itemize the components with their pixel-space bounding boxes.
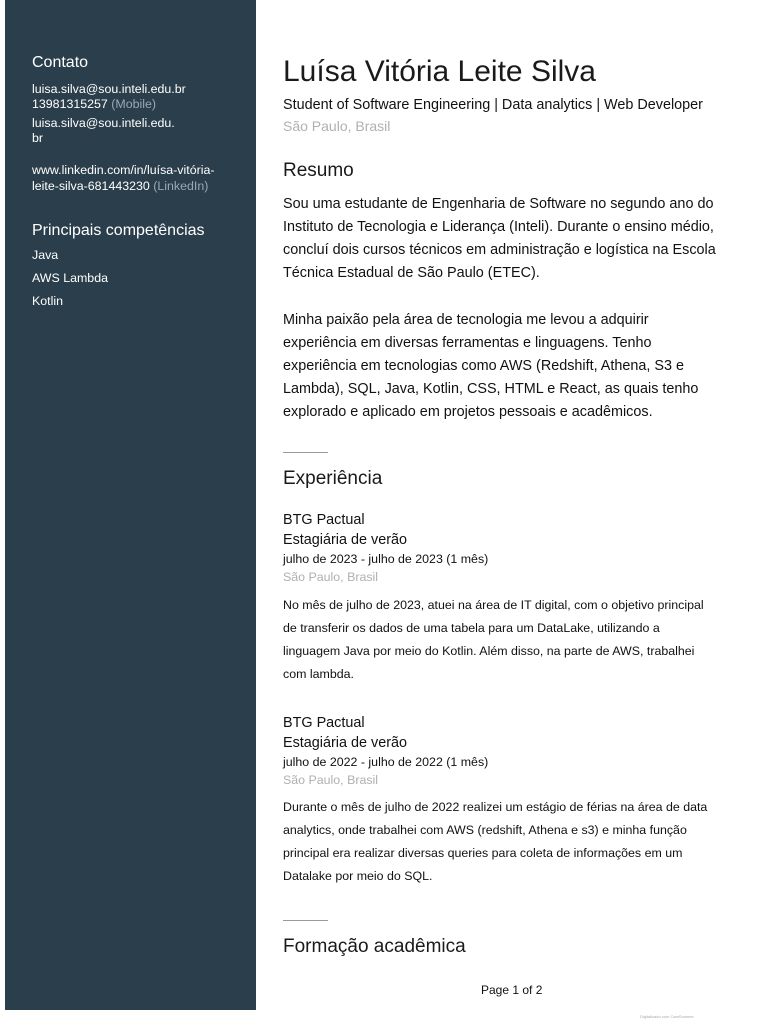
job-company: BTG Pactual bbox=[283, 512, 365, 528]
section-divider bbox=[283, 452, 328, 453]
job-role: Estagiária de verão bbox=[283, 532, 407, 548]
job-description-line: principal era realizar diversas queries para coleta de informações em um bbox=[283, 846, 683, 860]
linkedin-link-line2[interactable]: leite-silva-681443230 bbox=[32, 179, 150, 193]
phone-type: (Mobile) bbox=[111, 97, 157, 111]
summary-line: Técnica Estadual de São Paulo (ETEC). bbox=[283, 265, 540, 281]
job-description-line: Durante o mês de julho de 2022 realizei um estágio de férias na área de data bbox=[283, 800, 708, 814]
sidebar bbox=[5, 0, 256, 1010]
profile-location: São Paulo, Brasil bbox=[283, 118, 391, 134]
education-title: Formação acadêmica bbox=[283, 936, 466, 957]
summary-paragraph-2 bbox=[283, 309, 743, 424]
summary-line: Lambda), SQL, Java, Kotlin, CSS, HTML e React, as quais tenho bbox=[283, 381, 699, 397]
summary-line: experiência em diversas ferramentas e linguagens. Tenho bbox=[283, 335, 652, 351]
summary-line: Instituto de Tecnologia e Liderança (Inteli). Durante o ensino médio, bbox=[283, 219, 714, 235]
section-divider bbox=[283, 920, 328, 921]
skills-title: Principais competências bbox=[32, 222, 205, 239]
skill-item: AWS Lambda bbox=[32, 271, 108, 285]
skill-item: Java bbox=[32, 248, 59, 262]
contact-title: Contato bbox=[32, 54, 89, 71]
experience-title: Experiência bbox=[283, 468, 383, 489]
email-2-line1[interactable]: luisa.silva@sou.inteli.edu. bbox=[32, 116, 175, 130]
summary-paragraph-1 bbox=[283, 193, 743, 285]
summary-title: Resumo bbox=[283, 160, 354, 181]
summary-line: experiência em tecnologias como AWS (Redshift, Athena, S3 e bbox=[283, 358, 685, 374]
email-link[interactable]: luisa.silva@sou.inteli.edu.br bbox=[32, 82, 186, 96]
scanner-watermark: Digitalizado com CamScanner bbox=[640, 1014, 694, 1019]
job-dates: julho de 2023 - julho de 2023 (1 mês) bbox=[283, 552, 489, 566]
job-description-line: de transferir os dados de uma tabela para um DataLake, utilizando a bbox=[283, 621, 660, 635]
profile-name: Luísa Vitória Leite Silva bbox=[283, 55, 596, 88]
summary-line: Sou uma estudante de Engenharia de Software no segundo ano do bbox=[283, 196, 714, 212]
summary-line: Minha paixão pela área de tecnologia me levou a adquirir bbox=[283, 312, 649, 328]
profile-headline: Student of Software Engineering | Data analytics | Web Developer bbox=[283, 97, 703, 113]
job-description-line: Datalake por meio do SQL. bbox=[283, 869, 433, 883]
job-description bbox=[283, 796, 743, 888]
summary-line: explorado e aplicado em projetos pessoais e acadêmicos. bbox=[283, 404, 653, 420]
job-location: São Paulo, Brasil bbox=[283, 773, 379, 787]
linkedin-link-line1[interactable]: www.linkedin.com/in/luísa-vitória- bbox=[32, 163, 215, 177]
job-role: Estagiária de verão bbox=[283, 735, 407, 751]
linkedin-type: (LinkedIn) bbox=[153, 179, 209, 193]
job-dates: julho de 2022 - julho de 2022 (1 mês) bbox=[283, 755, 489, 769]
job-description-line: linguagem Java por meio do Kotlin. Além disso, na parte de AWS, trabalhei bbox=[283, 644, 695, 658]
summary-line: concluí dois cursos técnicos em administração e logística na Escola bbox=[283, 242, 716, 258]
job-company: BTG Pactual bbox=[283, 715, 365, 731]
phone-number: 13981315257 bbox=[32, 97, 108, 111]
linkedin-line2 bbox=[32, 180, 208, 193]
job-description bbox=[283, 594, 743, 686]
job-description-line: analytics, onde trabalhei com AWS (redshift, Athena e s3) e minha função bbox=[283, 823, 687, 837]
email-2-line2[interactable]: br bbox=[32, 131, 44, 145]
job-location: São Paulo, Brasil bbox=[283, 570, 379, 584]
page-number: Page 1 of 2 bbox=[481, 983, 543, 997]
job-description-line: No mês de julho de 2023, atuei na área de IT digital, com o objetivo principal bbox=[283, 598, 704, 612]
skill-item: Kotlin bbox=[32, 294, 63, 308]
phone-line bbox=[32, 98, 156, 111]
job-description-line: com lambda. bbox=[283, 667, 354, 681]
